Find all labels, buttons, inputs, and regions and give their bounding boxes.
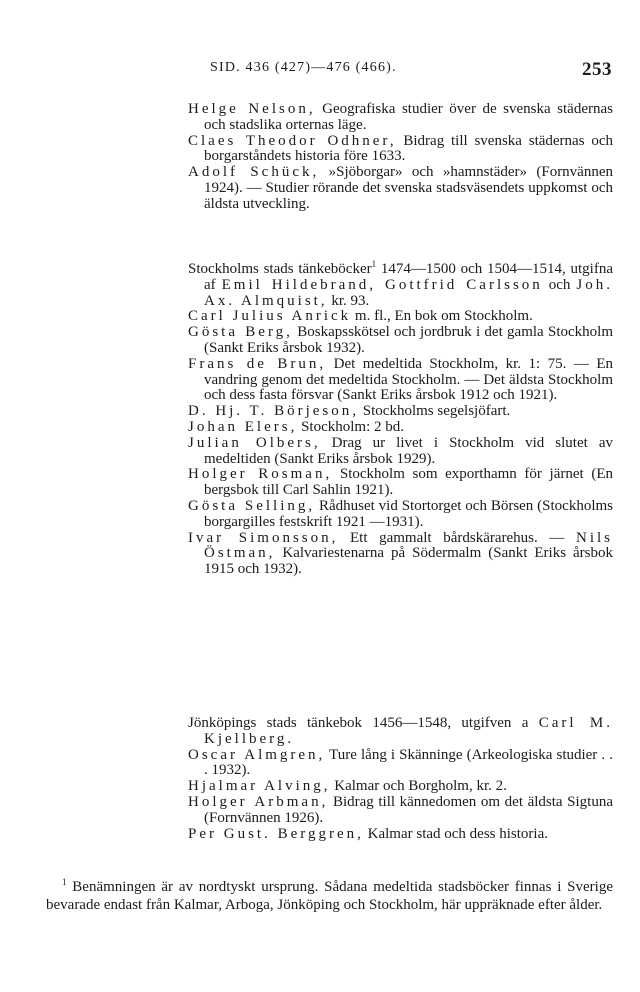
entry-text: »Sjöborgar» och »hamnstäder» (Fornvännen 1924). — Studier rörande det svenska stadsväsendets uppkomst och äldsta utveckling. [204, 164, 613, 212]
editor-names: Carl M. Kjellberg. [204, 715, 613, 747]
entry-text: Det medeltida Stockholm, kr. 1: 75. — En vandring genom det medeltida Stockholm. — Det äldsta Stockholm och dess fasta försvar (Sankt Eriks årsbok 1912 och 1921). [204, 355, 613, 404]
section-heading-entry [188, 259, 614, 309]
entry-text: Bidrag till svenska städernas och borgarståndets historia före 1633. [204, 132, 613, 165]
bibliography-entry [188, 134, 613, 166]
bibliography-entry [188, 779, 613, 795]
heading-text: och [542, 276, 577, 293]
heading-title: Stockholms stads tänkeböcker [188, 261, 372, 277]
bibliography-entry [188, 309, 613, 325]
entry-text: Stockholms segelsjöfart. [359, 403, 511, 420]
entry-text: Bidrag till kännedomen om det äldsta Sigtuna (Fornvännen 1926). [204, 793, 614, 826]
entry-text: Boskapsskötsel och jordbruk i det gamla Stockholm (Sankt Eriks årsbok 1932). [204, 324, 613, 356]
entry-author: Holger Arbman, [188, 793, 329, 810]
entry-author: Helge Nelson, [188, 101, 316, 117]
bibliography-entry [188, 795, 613, 827]
entry-author: Nils Östman, [204, 529, 614, 562]
entry-author: Hjalmar Alving, [188, 778, 331, 795]
entry-text: Ett gammalt bårdskärarehus. — [338, 529, 576, 546]
bibliography-entry [188, 467, 613, 499]
entry-author: Gösta Selling, [188, 497, 316, 514]
bibliography-entry [188, 436, 613, 468]
heading-text: 1474—1500 och 1504—1514, utgifna af [204, 261, 613, 293]
bibliography-section-1 [188, 102, 613, 213]
entry-text: m. fl., En bok om Stockholm. [351, 308, 533, 325]
entry-text: Stockholm: 2 bd. [297, 418, 404, 435]
entry-text: Geografiska studier över de svenska städernas och stadslika orternas läge. [204, 101, 613, 133]
entry-author: D. Hj. T. Börjeson, [188, 403, 360, 420]
entry-author: Gösta Berg, [188, 324, 293, 341]
entry-author: Oscar Almgren, [188, 746, 326, 763]
entry-text: Rådhuset vid Stortorget och Börsen (Stockholms borgargilles festskrift 1921 —1931). [204, 497, 614, 530]
heading-title: Jönköpings stads tänkebok 1456—1548, utgifven a [188, 715, 539, 731]
entry-text: Ture lång i Skänninge (Arkeologiska studier . . . 1932). [204, 746, 613, 779]
entry-text: Drag ur livet i Stockholm vid slutet av medeltiden (Sankt Eriks årsbok 1929). [204, 434, 613, 467]
editor-names: Joh. Ax. Almquist, [204, 276, 614, 309]
entry-author: Ivar Simonsson, [188, 529, 339, 546]
bibliography-entry [188, 404, 613, 420]
bibliography-entry [188, 102, 613, 134]
bibliography-entry [188, 499, 613, 531]
entry-author: Carl Julius Anrick [188, 308, 352, 325]
bibliography-entry [188, 325, 613, 357]
entry-text: Kalmar stad och dess historia. [363, 825, 548, 842]
entry-author: Per Gust. Berggren, [188, 825, 364, 842]
section-heading-entry [188, 716, 613, 748]
footnote-text: Benämningen är av nordtyskt ursprung. Sådana medeltida stadsböcker finnas i Sverige bevarade endast från Kalmar, Arboga, Jönköping och Stockholm, här uppräknade efter ålder. [46, 879, 613, 913]
entry-text: Stockholm som exporthamn för järnet (En bergsbok till Carl Sahlin 1921). [204, 466, 613, 499]
entry-author: Holger Rosman, [188, 466, 333, 483]
heading-text: kr. 93. [327, 292, 370, 309]
bibliography-entry [188, 531, 613, 578]
page-header [0, 60, 640, 84]
bibliography-entry [188, 357, 613, 404]
bibliography-entry [188, 748, 613, 780]
page-number: 253 [582, 59, 612, 80]
footnote-ref: 1 [371, 259, 377, 269]
footnote-paragraph [46, 878, 613, 914]
footnote-marker: 1 [62, 877, 67, 887]
entry-author: Frans de Brun, [188, 355, 327, 372]
bibliography-entry [188, 165, 613, 212]
entry-author: Adolf Schück, [188, 164, 320, 181]
bibliography-entry [188, 827, 613, 843]
bibliography-entry [188, 420, 613, 436]
entry-text: Kalmar och Borgholm, kr. 2. [330, 778, 507, 795]
entry-text: Kalvariestenarna på Södermalm (Sankt Eriks årsbok 1915 och 1932). [204, 545, 613, 578]
running-title: SID. 436 (427)—476 (466). [210, 60, 397, 75]
bibliography-section-2 [188, 259, 614, 578]
footnote [46, 878, 613, 914]
bibliography-section-3 [188, 716, 613, 842]
entry-author: Claes Theodor Odhner, [188, 132, 397, 149]
entry-author: Johan Elers, [188, 418, 298, 435]
entry-author: Julian Olbers, [188, 434, 321, 451]
editor-names: Emil Hildebrand, Gottfrid Carlsson [221, 276, 543, 293]
